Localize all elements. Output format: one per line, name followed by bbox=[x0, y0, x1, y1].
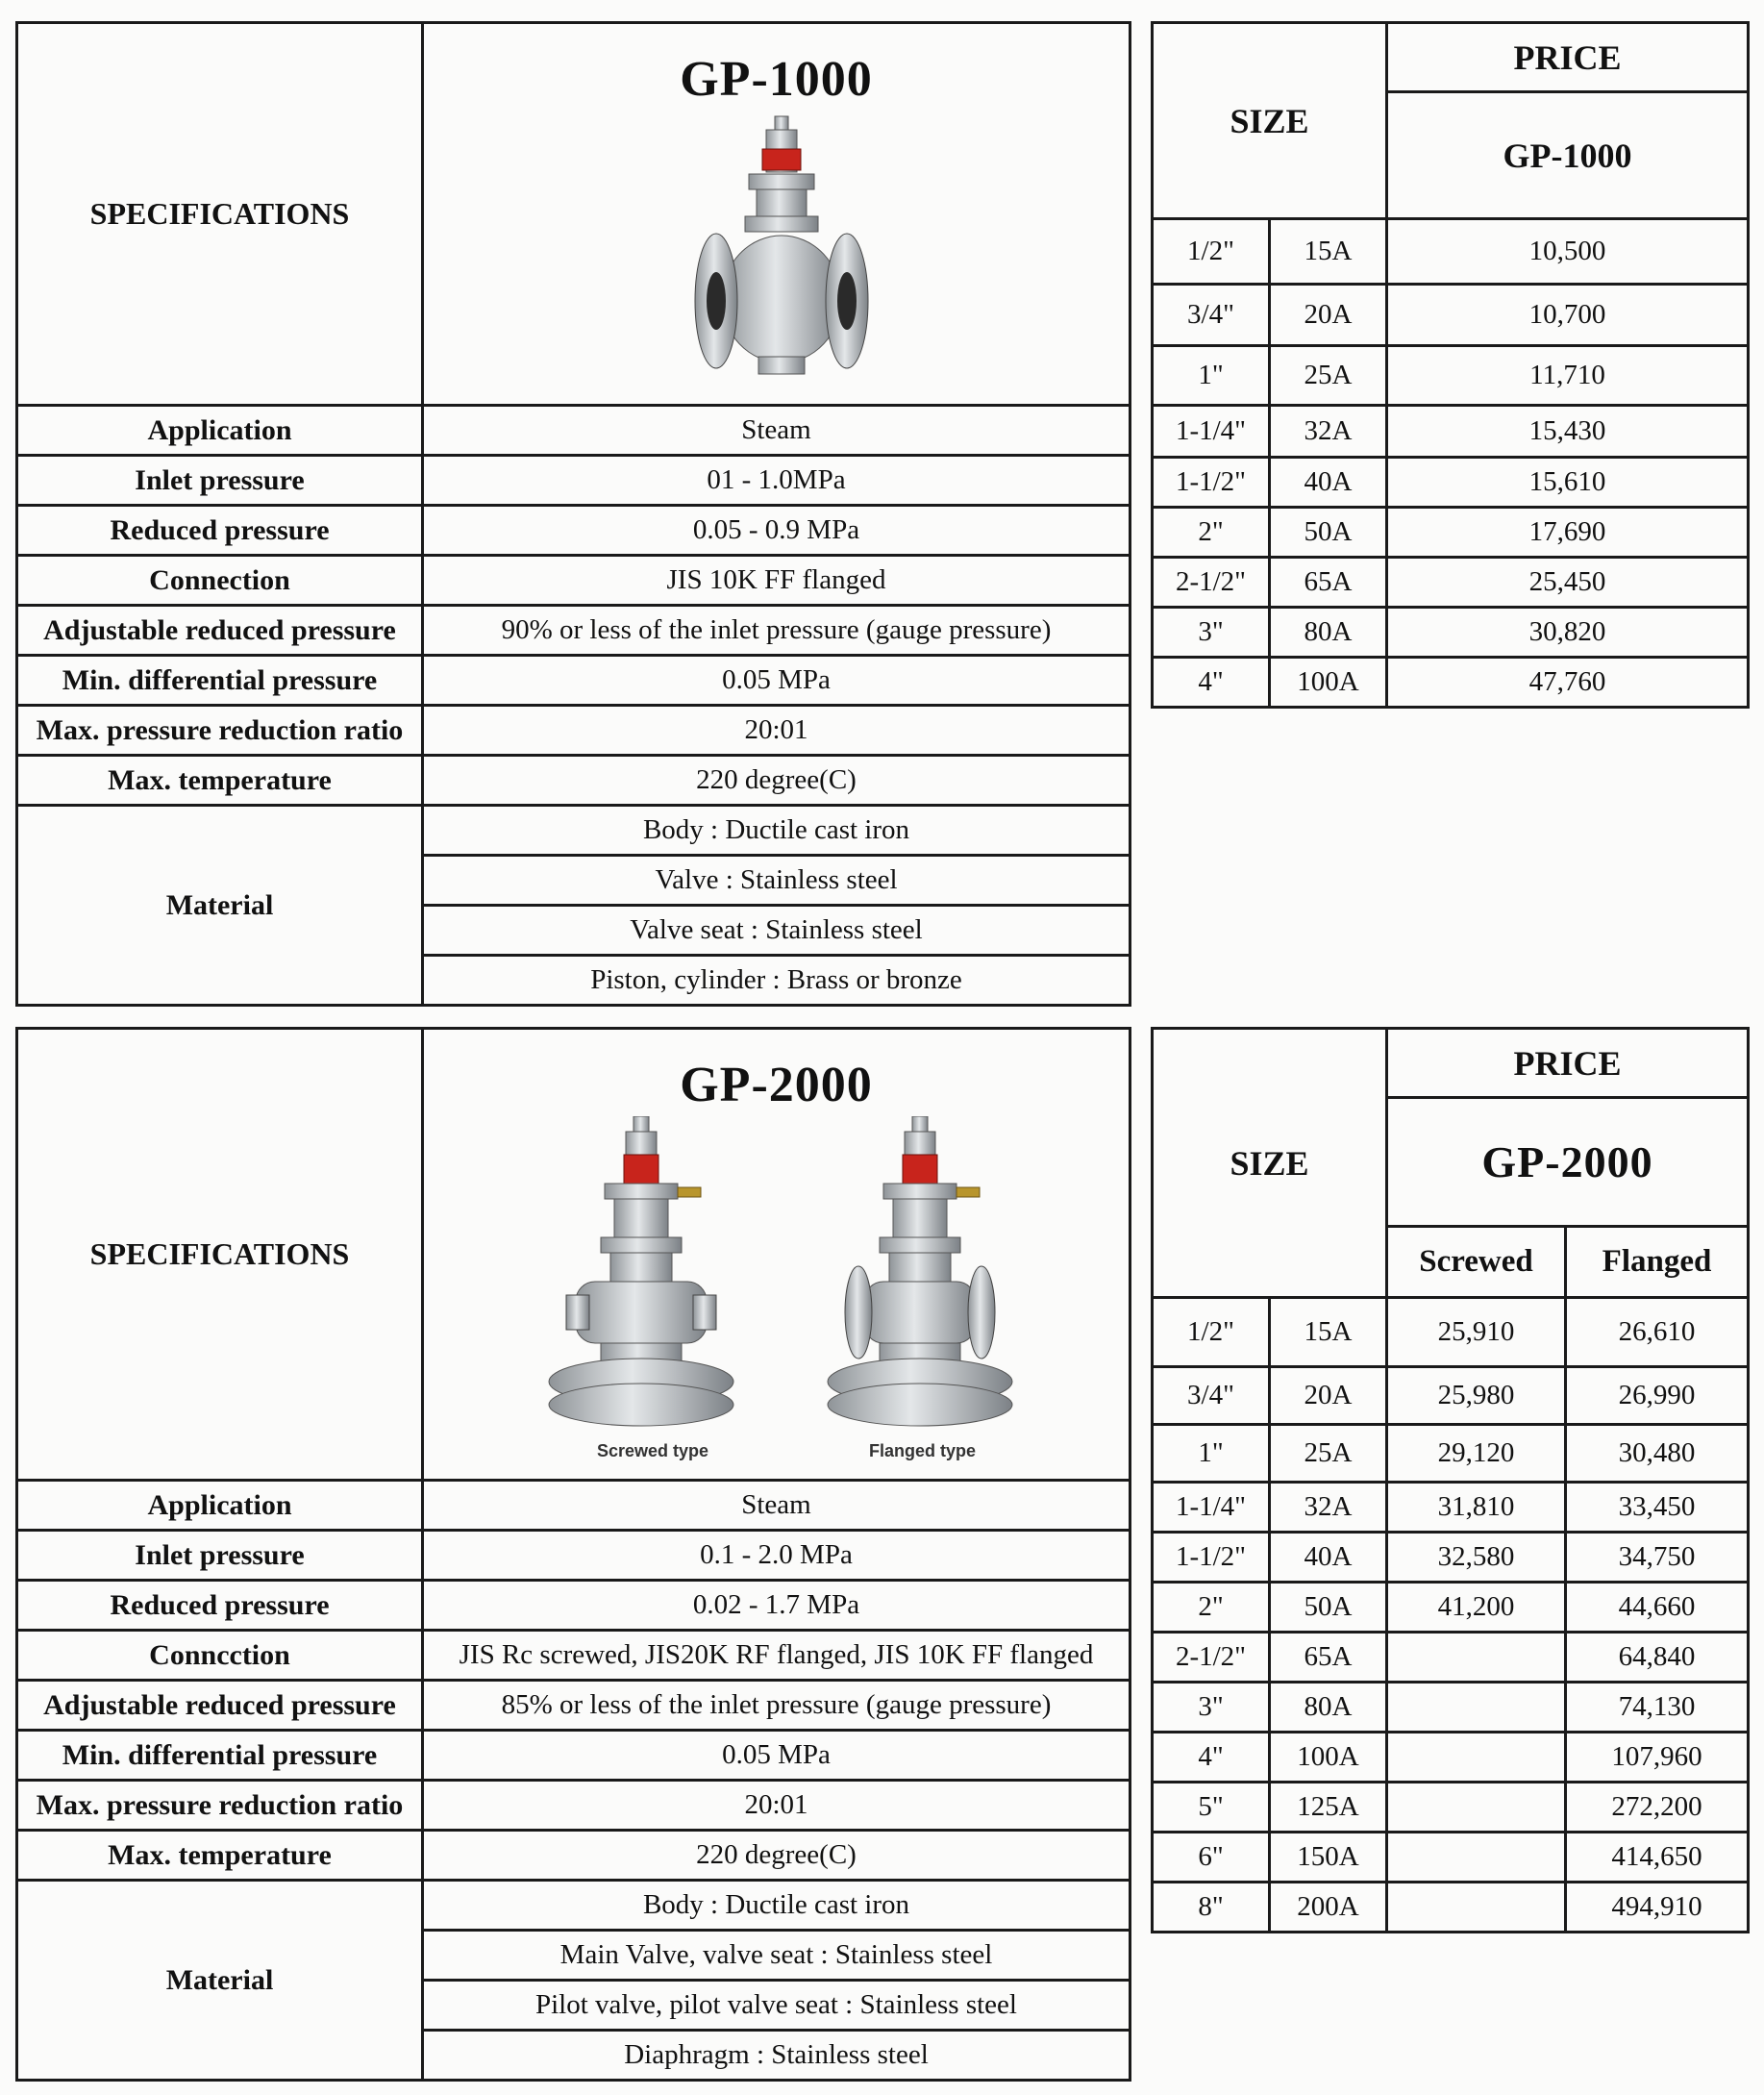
gp2000-valve-images bbox=[424, 1116, 1129, 1460]
size-inch: 1-1/4" bbox=[1153, 406, 1270, 458]
price-header: PRICE bbox=[1387, 1029, 1749, 1098]
size-inch: 8" bbox=[1153, 1883, 1270, 1933]
size-header: SIZE bbox=[1153, 1029, 1387, 1298]
flanged-price: 30,480 bbox=[1566, 1425, 1749, 1483]
size-inch: 1/2" bbox=[1153, 219, 1270, 285]
size-a: 125A bbox=[1270, 1783, 1387, 1833]
size-a: 32A bbox=[1270, 406, 1387, 458]
flanged-price: 64,840 bbox=[1566, 1633, 1749, 1683]
size-inch: 2" bbox=[1153, 1583, 1270, 1633]
gp1000-valve-image bbox=[424, 111, 1129, 407]
screwed-header: Screwed bbox=[1387, 1227, 1566, 1298]
material-item: Pilot valve, pilot valve seat : Stainless steel bbox=[423, 1981, 1130, 2031]
size-a: 15A bbox=[1270, 219, 1387, 285]
spec-value: 85% or less of the inlet pressure (gauge pressure) bbox=[423, 1681, 1130, 1731]
price-value: 17,690 bbox=[1387, 508, 1749, 558]
material-item: Body : Ductile cast iron bbox=[423, 1881, 1130, 1931]
material-item: Valve : Stainless steel bbox=[423, 856, 1130, 906]
flanged-price: 74,130 bbox=[1566, 1683, 1749, 1733]
spec-label: Reduced pressure bbox=[17, 1581, 423, 1631]
size-a: 65A bbox=[1270, 558, 1387, 608]
size-inch: 4" bbox=[1153, 658, 1270, 708]
screwed-price bbox=[1387, 1683, 1566, 1733]
screwed-price: 32,580 bbox=[1387, 1533, 1566, 1583]
spec-label: Inlet pressure bbox=[17, 1531, 423, 1581]
spec-label: Max. pressure reduction ratio bbox=[17, 706, 423, 756]
size-inch: 4" bbox=[1153, 1733, 1270, 1783]
model-image-cell bbox=[423, 23, 1130, 406]
material-label: Material bbox=[17, 1881, 423, 2081]
gp1000-price-table bbox=[1151, 21, 1750, 709]
spec-value: 01 - 1.0MPa bbox=[423, 456, 1130, 506]
screwed-price bbox=[1387, 1733, 1566, 1783]
size-a: 20A bbox=[1270, 1367, 1387, 1425]
flanged-price: 107,960 bbox=[1566, 1733, 1749, 1783]
size-inch: 3/4" bbox=[1153, 285, 1270, 346]
size-a: 40A bbox=[1270, 458, 1387, 508]
price-value: 25,450 bbox=[1387, 558, 1749, 608]
spec-value: JIS Rc screwed, JIS20K RF flanged, JIS 10K FF flanged bbox=[423, 1631, 1130, 1681]
size-a: 80A bbox=[1270, 608, 1387, 658]
size-inch: 1-1/2" bbox=[1153, 1533, 1270, 1583]
size-a: 50A bbox=[1270, 508, 1387, 558]
price-value: 47,760 bbox=[1387, 658, 1749, 708]
material-label: Material bbox=[17, 806, 423, 1006]
size-a: 100A bbox=[1270, 658, 1387, 708]
flanged-price: 26,610 bbox=[1566, 1298, 1749, 1367]
spec-label: Adjustable reduced pressure bbox=[17, 1681, 423, 1731]
spec-label: Adjustable reduced pressure bbox=[17, 606, 423, 656]
size-a: 200A bbox=[1270, 1883, 1387, 1933]
size-inch: 1" bbox=[1153, 1425, 1270, 1483]
price-value: 11,710 bbox=[1387, 346, 1749, 406]
material-item: Valve seat : Stainless steel bbox=[423, 906, 1130, 956]
flanged-price: 414,650 bbox=[1566, 1833, 1749, 1883]
size-inch: 2-1/2" bbox=[1153, 558, 1270, 608]
flanged-price: 34,750 bbox=[1566, 1533, 1749, 1583]
spec-value: 220 degree(C) bbox=[423, 1831, 1130, 1881]
spec-value: 0.02 - 1.7 MPa bbox=[423, 1581, 1130, 1631]
spec-label: Max. pressure reduction ratio bbox=[17, 1781, 423, 1831]
screwed-price bbox=[1387, 1783, 1566, 1833]
spec-value: 0.05 - 0.9 MPa bbox=[423, 506, 1130, 556]
size-header: SIZE bbox=[1153, 23, 1387, 219]
size-a: 40A bbox=[1270, 1533, 1387, 1583]
size-inch: 3/4" bbox=[1153, 1367, 1270, 1425]
material-item: Piston, cylinder : Brass or bronze bbox=[423, 956, 1130, 1006]
size-inch: 3" bbox=[1153, 608, 1270, 658]
gp1000-spec-table bbox=[15, 21, 1131, 1007]
price-value: 10,500 bbox=[1387, 219, 1749, 285]
size-a: 32A bbox=[1270, 1483, 1387, 1533]
spec-label: Max. temperature bbox=[17, 756, 423, 806]
screwed-price bbox=[1387, 1833, 1566, 1883]
size-inch: 2-1/2" bbox=[1153, 1633, 1270, 1683]
size-inch: 1" bbox=[1153, 346, 1270, 406]
spec-label: Application bbox=[17, 1481, 423, 1531]
valve-illustration bbox=[424, 111, 1131, 399]
model-title: GP-2000 bbox=[680, 1058, 873, 1112]
size-inch: 1-1/4" bbox=[1153, 1483, 1270, 1533]
spec-label: Connection bbox=[17, 556, 423, 606]
gp2000-price-table bbox=[1151, 1027, 1750, 1933]
valve-illustration bbox=[424, 1116, 1131, 1443]
flanged-price: 44,660 bbox=[1566, 1583, 1749, 1633]
spec-label: Min. differential pressure bbox=[17, 1731, 423, 1781]
price-model-header: GP-1000 bbox=[1387, 92, 1749, 219]
flanged-price: 494,910 bbox=[1566, 1883, 1749, 1933]
size-inch: 2" bbox=[1153, 508, 1270, 558]
screwed-price bbox=[1387, 1883, 1566, 1933]
price-value: 30,820 bbox=[1387, 608, 1749, 658]
size-a: 25A bbox=[1270, 1425, 1387, 1483]
flanged-price: 272,200 bbox=[1566, 1783, 1749, 1833]
size-a: 80A bbox=[1270, 1683, 1387, 1733]
spec-value: JIS 10K FF flanged bbox=[423, 556, 1130, 606]
price-value: 15,610 bbox=[1387, 458, 1749, 508]
model-title: GP-1000 bbox=[680, 52, 873, 107]
spec-value: Steam bbox=[423, 1481, 1130, 1531]
size-a: 65A bbox=[1270, 1633, 1387, 1683]
flanged-header: Flanged bbox=[1566, 1227, 1749, 1298]
spec-label: Conncction bbox=[17, 1631, 423, 1681]
price-value: 15,430 bbox=[1387, 406, 1749, 458]
flanged-price: 26,990 bbox=[1566, 1367, 1749, 1425]
screwed-type-caption: Screwed type bbox=[597, 1441, 709, 1460]
spec-value: 220 degree(C) bbox=[423, 756, 1130, 806]
size-inch: 3" bbox=[1153, 1683, 1270, 1733]
spec-value: 90% or less of the inlet pressure (gauge pressure) bbox=[423, 606, 1130, 656]
size-inch: 6" bbox=[1153, 1833, 1270, 1883]
size-a: 50A bbox=[1270, 1583, 1387, 1633]
screwed-price: 29,120 bbox=[1387, 1425, 1566, 1483]
screwed-price: 25,980 bbox=[1387, 1367, 1566, 1425]
size-a: 15A bbox=[1270, 1298, 1387, 1367]
material-item: Body : Ductile cast iron bbox=[423, 806, 1130, 856]
spec-value: 20:01 bbox=[423, 1781, 1130, 1831]
spec-label: Reduced pressure bbox=[17, 506, 423, 556]
screwed-price: 25,910 bbox=[1387, 1298, 1566, 1367]
spec-title: SPECIFICATIONS bbox=[17, 23, 423, 406]
spec-label: Min. differential pressure bbox=[17, 656, 423, 706]
price-value: 10,700 bbox=[1387, 285, 1749, 346]
size-inch: 5" bbox=[1153, 1783, 1270, 1833]
spec-label: Max. temperature bbox=[17, 1831, 423, 1881]
screwed-price: 41,200 bbox=[1387, 1583, 1566, 1633]
size-inch: 1-1/2" bbox=[1153, 458, 1270, 508]
spec-value: 0.05 MPa bbox=[423, 1731, 1130, 1781]
size-a: 150A bbox=[1270, 1833, 1387, 1883]
spec-value: 0.1 - 2.0 MPa bbox=[423, 1531, 1130, 1581]
material-item: Diaphragm : Stainless steel bbox=[423, 2031, 1130, 2081]
size-inch: 1/2" bbox=[1153, 1298, 1270, 1367]
spec-value: Steam bbox=[423, 406, 1130, 456]
gp2000-spec-table bbox=[15, 1027, 1131, 2082]
material-item: Main Valve, valve seat : Stainless steel bbox=[423, 1931, 1130, 1981]
size-a: 20A bbox=[1270, 285, 1387, 346]
spec-value: 0.05 MPa bbox=[423, 656, 1130, 706]
spec-title: SPECIFICATIONS bbox=[17, 1029, 423, 1481]
screwed-price bbox=[1387, 1633, 1566, 1683]
spec-label: Inlet pressure bbox=[17, 456, 423, 506]
size-a: 100A bbox=[1270, 1733, 1387, 1783]
size-a: 25A bbox=[1270, 346, 1387, 406]
price-header: PRICE bbox=[1387, 23, 1749, 92]
model-image-cell bbox=[423, 1029, 1130, 1481]
flanged-price: 33,450 bbox=[1566, 1483, 1749, 1533]
spec-label: Application bbox=[17, 406, 423, 456]
screwed-price: 31,810 bbox=[1387, 1483, 1566, 1533]
price-model-header: GP-2000 bbox=[1387, 1098, 1749, 1227]
spec-value: 20:01 bbox=[423, 706, 1130, 756]
flanged-type-caption: Flanged type bbox=[869, 1441, 977, 1460]
